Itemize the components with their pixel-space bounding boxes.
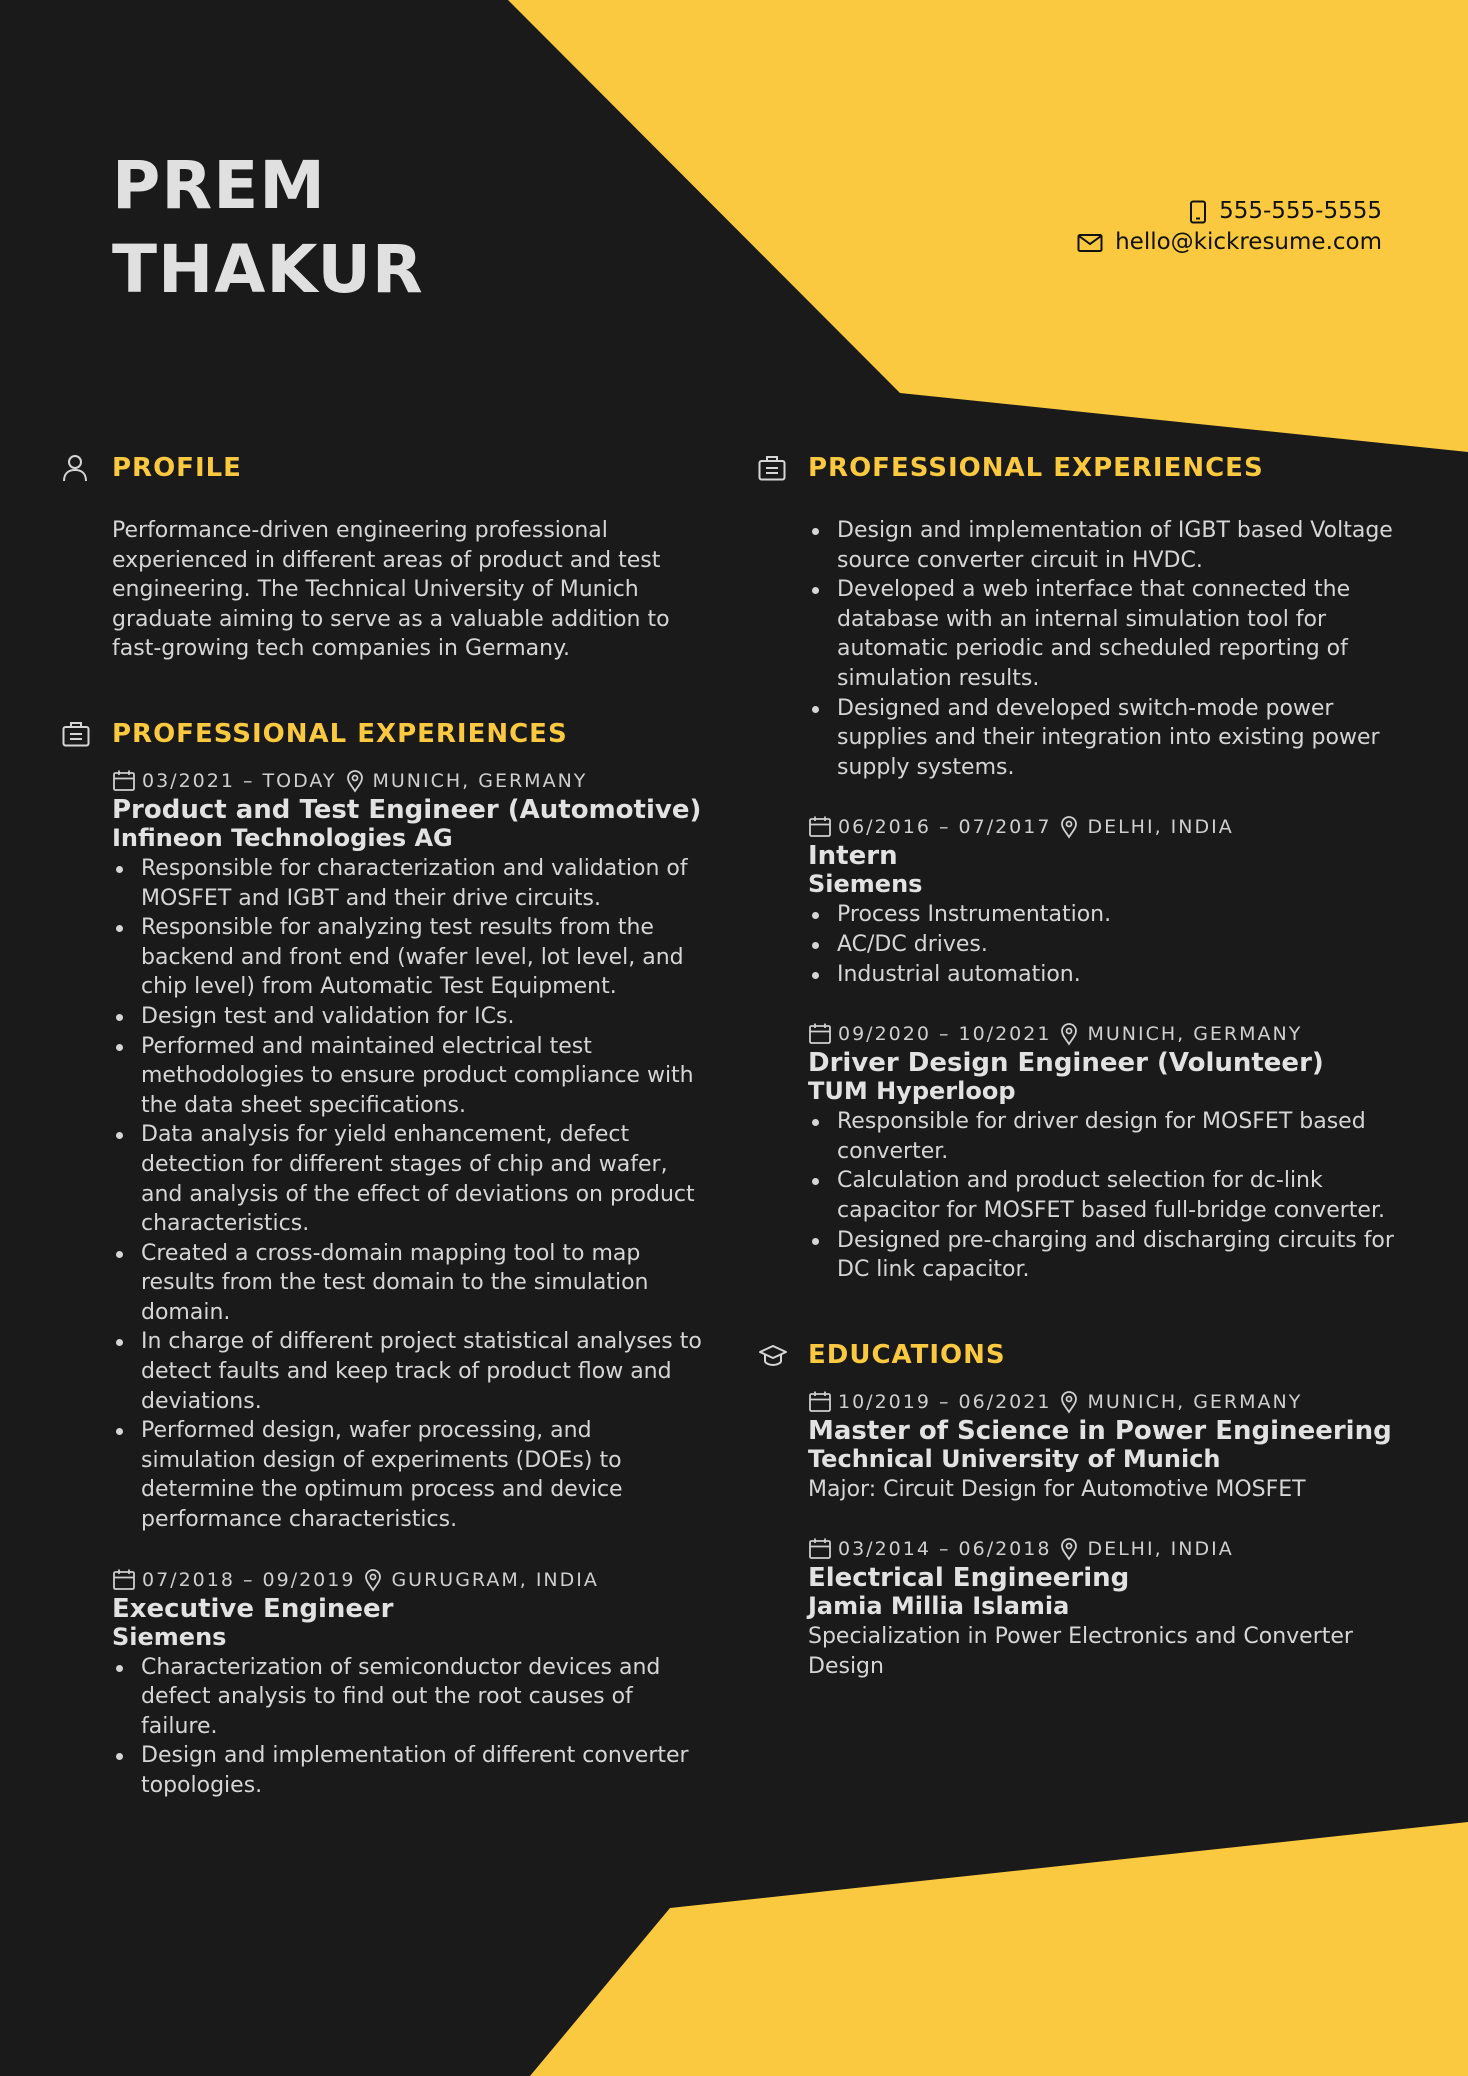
- list-item: Performed and maintained electrical test methodologies to ensure product compliance with the data sheet specifications.: [112, 1032, 702, 1121]
- location-pin-icon: [1057, 1537, 1081, 1561]
- calendar-icon: [112, 769, 136, 793]
- location-pin-icon: [361, 1568, 385, 1592]
- graduation-cap-icon: [758, 1343, 788, 1367]
- list-item: Responsible for analyzing test results from the backend and front end (wafer level, lot level, and chip level) from Automatic Test Equipment.: [112, 913, 702, 1002]
- school-name: Jamia Millia Islamia: [808, 1592, 1070, 1621]
- phone-icon: [1189, 200, 1207, 224]
- list-item: AC/DC drives.: [808, 930, 1398, 960]
- profile-body: [112, 516, 702, 664]
- company-name: TUM Hyperloop: [808, 1077, 1016, 1106]
- experience-intro: [808, 516, 1398, 782]
- education-list: [808, 1387, 1398, 1682]
- education-header: [758, 1337, 1398, 1373]
- entry-location: DELHI, INDIA: [1087, 1538, 1234, 1561]
- experience-entry: [112, 766, 702, 1535]
- company-name: Siemens: [112, 1622, 227, 1651]
- phone-row: [1077, 196, 1382, 227]
- list-item: Design and implementation of different converter topologies.: [112, 1741, 702, 1800]
- responsibility-list: [112, 854, 702, 1535]
- entry-date: 09/2020 – 10/2021: [838, 1023, 1052, 1046]
- person-icon: [62, 454, 88, 482]
- entry-meta: [808, 812, 1398, 842]
- entry-date: 03/2014 – 06/2018: [838, 1538, 1052, 1561]
- experience-entry: [808, 1019, 1398, 1285]
- list-item: Created a cross-domain mapping tool to map results from the test domain to the simulation domain.: [112, 1239, 702, 1328]
- experience-list-right: [808, 516, 1398, 1285]
- education-title: EDUCATIONS: [808, 1339, 1006, 1370]
- location-pin-icon: [1057, 1022, 1081, 1046]
- entry-meta: [112, 1565, 702, 1595]
- phone-number[interactable]: 555-555-5555: [1219, 198, 1382, 224]
- list-item: Responsible for driver design for MOSFET based converter.: [808, 1107, 1398, 1166]
- calendar-icon: [808, 815, 832, 839]
- responsibility-list: [808, 1107, 1398, 1285]
- experience-title-right: PROFESSIONAL EXPERIENCES: [808, 453, 1264, 483]
- entry-location: DELHI, INDIA: [1087, 816, 1234, 839]
- list-item: Designed pre-charging and discharging circuits for DC link capacitor.: [808, 1226, 1398, 1285]
- entry-date: 07/2018 – 09/2019: [142, 1568, 356, 1591]
- list-item: Performed design, wafer processing, and simulation design of experiments (DOEs) to determine the optimum process and device performance characteristics.: [112, 1416, 702, 1534]
- experience-entry: [112, 1565, 702, 1801]
- right-column: [758, 450, 1398, 1711]
- responsibility-list: [808, 900, 1398, 989]
- experience-entry: [808, 812, 1398, 989]
- company-name: Infineon Technologies AG: [112, 823, 453, 852]
- experience-header-right: [758, 450, 1398, 486]
- list-item: Data analysis for yield enhancement, defect detection for different stages of chip and wafer, and analysis of the effect of deviations on product characteristics.: [112, 1120, 702, 1238]
- contact-block: [1077, 196, 1382, 258]
- list-item: Developed a web interface that connected the database with an internal simulation tool for automatic periodic and scheduled reporting of simulation results.: [808, 575, 1398, 693]
- experience-title-left: PROFESSIONAL EXPERIENCES: [112, 718, 568, 749]
- list-item: Designed and developed switch-mode power supplies and their integration into existing power supply systems.: [808, 694, 1398, 783]
- responsibility-list: [808, 516, 1398, 782]
- job-title: Product and Test Engineer (Automotive): [112, 794, 702, 825]
- email-row: [1077, 227, 1382, 258]
- experience-list-left: [112, 766, 702, 1801]
- job-title: Intern: [808, 841, 898, 872]
- list-item: Design and implementation of IGBT based Voltage source converter circuit in HVDC.: [808, 516, 1398, 575]
- school-name: Technical University of Munich: [808, 1444, 1221, 1473]
- calendar-icon: [808, 1537, 832, 1561]
- responsibility-list: [112, 1653, 702, 1801]
- entry-date: 03/2021 – TODAY: [142, 769, 337, 792]
- entry-date: 06/2016 – 07/2017: [838, 816, 1052, 839]
- mail-icon: [1077, 233, 1103, 253]
- name-last: THAKUR: [112, 231, 424, 308]
- location-pin-icon: [343, 769, 367, 793]
- list-item: Process Instrumentation.: [808, 900, 1398, 930]
- name-first: PREM: [112, 147, 326, 224]
- calendar-icon: [808, 1390, 832, 1414]
- list-item: Responsible for characterization and validation of MOSFET and IGBT and their drive circuits.: [112, 854, 702, 913]
- degree-detail: Specialization in Power Electronics and Converter Design: [808, 1624, 1353, 1679]
- left-column: [62, 450, 702, 1831]
- degree-title: Master of Science in Power Engineering: [808, 1415, 1392, 1446]
- education-entry: [808, 1387, 1398, 1505]
- entry-location: GURUGRAM, INDIA: [391, 1568, 599, 1591]
- location-pin-icon: [1057, 815, 1081, 839]
- job-title: Driver Design Engineer (Volunteer): [808, 1048, 1324, 1079]
- profile-title: PROFILE: [112, 453, 242, 483]
- entry-meta: [808, 1019, 1398, 1049]
- list-item: Industrial automation.: [808, 960, 1398, 990]
- profile-text: Performance-driven engineering professional experienced in different areas of product and test engineering. The Technical University of Munich graduate aiming to serve as a valuable addition to fast-growing tech companies in Germany.: [112, 518, 670, 662]
- entry-date: 10/2019 – 06/2021: [838, 1390, 1052, 1413]
- list-item: Characterization of semiconductor devices and defect analysis to find out the root causes of failure.: [112, 1653, 702, 1742]
- calendar-icon: [112, 1568, 136, 1592]
- list-item: In charge of different project statistical analyses to detect faults and keep track of product flow and deviations.: [112, 1327, 702, 1416]
- entry-location: MUNICH, GERMANY: [1087, 1023, 1303, 1046]
- job-title: Executive Engineer: [112, 1593, 394, 1624]
- entry-meta: [808, 1534, 1398, 1564]
- degree-title: Electrical Engineering: [808, 1563, 1130, 1594]
- list-item: Design test and validation for ICs.: [112, 1002, 702, 1032]
- list-item: Calculation and product selection for dc-link capacitor for MOSFET based full-bridge converter.: [808, 1166, 1398, 1225]
- degree-detail: Major: Circuit Design for Automotive MOSFET: [808, 1476, 1306, 1502]
- profile-header: [62, 450, 702, 486]
- education-entry: [808, 1534, 1398, 1681]
- company-name: Siemens: [808, 870, 923, 899]
- experience-header-left: [62, 716, 702, 752]
- briefcase-icon: [758, 455, 786, 481]
- candidate-name: [112, 144, 424, 312]
- entry-meta: [808, 1387, 1398, 1417]
- calendar-icon: [808, 1022, 832, 1046]
- email-address[interactable]: hello@kickresume.com: [1115, 229, 1382, 255]
- location-pin-icon: [1057, 1390, 1081, 1414]
- briefcase-icon: [62, 721, 90, 747]
- entry-meta: [112, 766, 702, 796]
- entry-location: MUNICH, GERMANY: [1087, 1390, 1303, 1413]
- entry-location: MUNICH, GERMANY: [372, 769, 588, 792]
